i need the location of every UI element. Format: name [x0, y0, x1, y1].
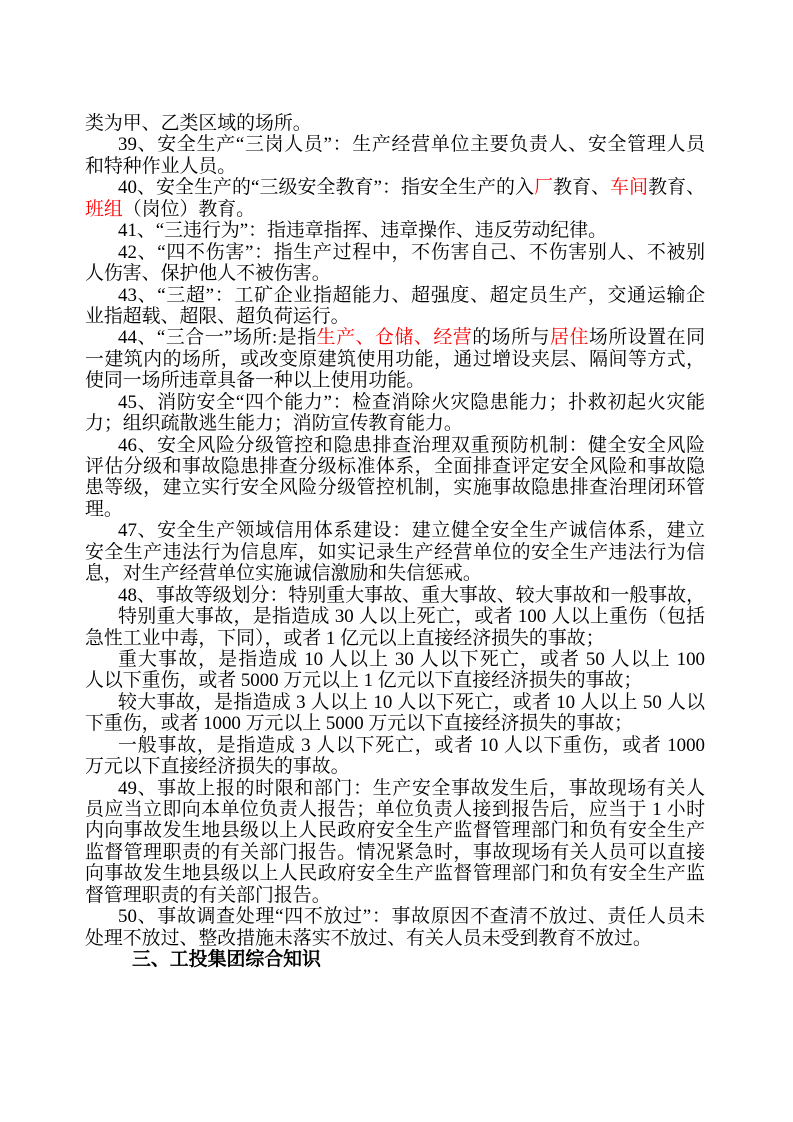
text-run: 力；组织疏散逃生能力；消防宣传教育能力。 [85, 413, 463, 435]
text-line [85, 113, 705, 134]
text-line [85, 477, 705, 498]
text-line [85, 285, 705, 306]
highlighted-text-run: 班组 [85, 198, 123, 220]
text-run: 和特种作业人员。 [85, 155, 237, 177]
text-line [85, 370, 705, 391]
text-run: 一建筑内的场所，或改变原建筑使用功能，通过增设夹层、隔间等方式， [85, 348, 705, 370]
text-line [85, 799, 705, 820]
text-run: 一般事故，是指造成 3 人以下死亡，或者 10 人以下重伤，或者 1000 [118, 734, 705, 756]
highlighted-text-run: 居住 [550, 327, 589, 349]
text-run: 47、安全生产领域信用体系建设：建立健全安全生产诚信体系，建立 [118, 520, 705, 542]
text-line [85, 177, 705, 198]
text-run: 41、“三违行为”：指违章指挥、违章操作、违反劳动纪律。 [118, 220, 608, 242]
text-line [85, 628, 705, 649]
text-line [85, 220, 705, 241]
text-run: 44、“三合一”场所:是指 [118, 327, 317, 349]
text-line [85, 906, 705, 927]
text-run: 急性工业中毒，下同），或者 1 亿元以上直接经济损失的事故； [85, 627, 605, 649]
text-run: 40、安全生产的“三级安全教育”：指安全生产的入 [118, 177, 535, 199]
text-run: 监督管理职责的有关部门报告。情况紧急时，事故现场有关人员可以直接 [85, 841, 705, 863]
text-run: 业指超载、超限、超负荷运行。 [85, 305, 350, 327]
highlighted-text-run: 生产、仓储、经营 [316, 327, 473, 349]
text-line [85, 863, 705, 884]
text-run: 万元以下直接经济损失的事故。 [85, 756, 350, 778]
text-run: 人以下重伤，或者 5000 万元以上 1 亿元以下直接经济损失的事故； [85, 670, 643, 692]
text-run: 重大事故，是指造成 10 人以上 30 人以下死亡，或者 50 人以上 100 [118, 648, 705, 670]
text-line [85, 885, 705, 906]
text-run: 理。 [85, 498, 123, 520]
text-run: 类为甲、乙类区域的场所。 [85, 113, 312, 134]
text-run: 评估分级和事故隐患排查分级标准体系，全面排查评定安全风险和事故隐 [85, 456, 705, 477]
text-line [85, 542, 705, 563]
text-run: 特别重大事故，是指造成 30 人以上死亡，或者 100 人以上重伤（包括 [118, 606, 705, 628]
text-line [85, 563, 705, 584]
text-line [85, 156, 705, 177]
text-run: 48、事故等级划分：特别重大事故、重大事故、较大事故和一般事故， [118, 584, 705, 606]
text-line [85, 820, 705, 841]
text-line [85, 670, 705, 691]
text-run: 教育、 [648, 177, 705, 199]
text-run: 向事故发生地县级以上人民政府安全生产监督管理部门和负有安全生产监 [85, 863, 705, 885]
text-line [85, 435, 705, 456]
text-run: 39、安全生产“三岗人员”：生产经营单位主要负责人、安全管理人员 [118, 134, 705, 156]
text-run: 50、事故调查处理“四不放过”：事故原因不查清不放过、责任人员未 [118, 906, 705, 928]
text-line [85, 713, 705, 734]
text-run: 人伤害、保护他人不被伤害。 [85, 263, 331, 285]
text-run: 43、“三超”：工矿企业指超能力、超强度、超定员生产，交通运输企 [118, 284, 705, 306]
text-run: 安全生产违法行为信息库，如实记录生产经营单位的安全生产违法行为信 [85, 541, 705, 563]
text-run: 督管理职责的有关部门报告。 [85, 884, 331, 906]
text-run: 员应当立即向本单位负责人报告；单位负责人接到报告后，应当于 1 小时 [85, 799, 705, 820]
text-line [85, 134, 705, 155]
text-run: 使同一场所违章具备一种以上使用功能。 [85, 370, 426, 392]
text-line [85, 928, 705, 949]
text-line [85, 349, 705, 370]
text-run: 49、事故上报的时限和部门：生产安全事故发生后，事故现场有关人 [118, 777, 705, 799]
text-run: 教育、 [553, 177, 611, 199]
text-run: 内向事故发生地县级以上人民政府安全生产监督管理部门和负有安全生产 [85, 820, 705, 842]
page-content [85, 113, 705, 971]
text-run: 46、安全风险分级管控和隐患排查治理双重预防机制：健全安全风险 [118, 434, 705, 456]
text-line [85, 842, 705, 863]
text-run: （岗位）教育。 [122, 198, 256, 220]
text-run: 42、“四不伤害”：指生产过程中，不伤害自己、不伤害别人、不被别 [118, 241, 705, 263]
highlighted-text-run: 厂 [534, 177, 554, 199]
text-run: 息，对生产经营单位实施诚信激励和失信惩戒。 [85, 563, 482, 585]
text-line [85, 649, 705, 670]
section-heading [85, 949, 705, 970]
text-line [85, 263, 705, 284]
text-line [85, 306, 705, 327]
text-line [85, 735, 705, 756]
text-run: 三、工投集团综合知识 [132, 949, 321, 971]
text-line [85, 692, 705, 713]
text-run: 患等级，建立实行安全风险分级管控机制，实施事故隐患排查治理闭环管 [85, 477, 705, 499]
text-run: 场所设置在同 [588, 327, 705, 349]
text-line [85, 392, 705, 413]
text-line [85, 606, 705, 627]
text-line [85, 499, 705, 520]
text-line [85, 242, 705, 263]
text-run: 45、消防安全“四个能力”：检查消除火灾隐患能力；扑救初起火灾能 [118, 391, 705, 413]
text-run: 的场所与 [472, 327, 551, 349]
text-line [85, 585, 705, 606]
text-line [85, 778, 705, 799]
text-line [85, 327, 705, 348]
text-line [85, 413, 705, 434]
text-run: 下重伤，或者 1000 万元以上 5000 万元以下直接经济损失的事故； [85, 713, 633, 735]
text-run: 较大事故，是指造成 3 人以上 10 人以下死亡，或者 10 人以上 50 人以 [118, 691, 705, 713]
text-run: 处理不放过、整改措施未落实不放过、有关人员未受到教育不放过。 [85, 927, 652, 949]
text-line [85, 199, 705, 220]
text-line [85, 756, 705, 777]
text-line [85, 456, 705, 477]
highlighted-text-run: 车间 [610, 177, 649, 199]
text-line [85, 520, 705, 541]
